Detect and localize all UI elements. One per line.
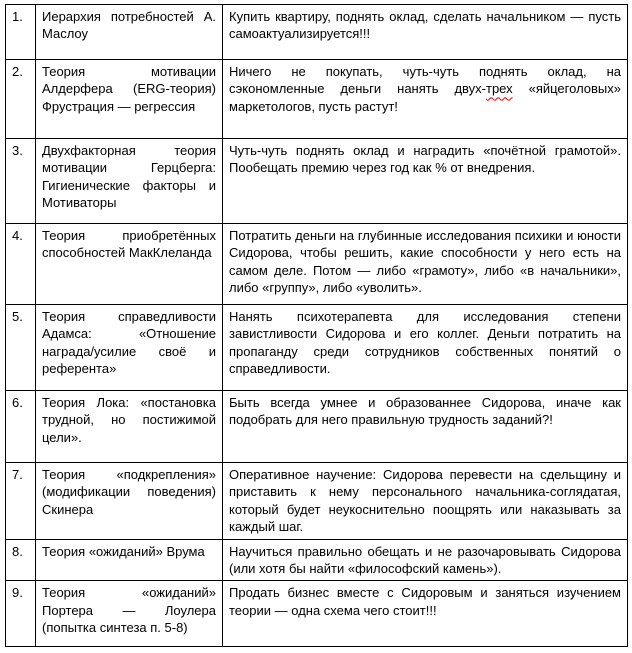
action-cell: Нанять психотерапевта для исследования степени завистливости Сидорова и его коллег. Деньги потратить на пропаганду среди сотрудников собственных понятий о справедливости.: [223, 305, 628, 391]
table-row: [6, 581, 628, 647]
theory-name-cell: Двухфакторная теория мотивации Герцберга: Гигиенические факторы и Мотиваторы: [36, 139, 223, 224]
spellcheck-underlined-word: трех: [486, 81, 513, 97]
table-row: [6, 139, 628, 224]
table-row: [6, 463, 628, 540]
action-cell: Научиться правильно обещать и не разочаровывать Сидорова (или хотя бы найти «философский камень»).: [223, 539, 628, 581]
row-number: 1.: [6, 5, 36, 60]
action-text: Ничего не покупать, чуть-чуть поднять оклад, на сэкономленные деньги нанять двух-: [229, 64, 621, 97]
table-row: [6, 539, 628, 581]
theory-name-cell: Теория «ожиданий» Портера — Лоулера (попытка синтеза п. 5-8): [36, 581, 223, 647]
table-row: [6, 305, 628, 391]
action-cell: Потратить деньги на глубинные исследования психики и юности Сидорова, чтобы решить, какие способности у него есть на самом деле. Потом — либо «грамоту», либо «в начальники», либо «группу», либо «уволить».: [223, 224, 628, 305]
table-row: [6, 224, 628, 305]
action-cell: [223, 60, 628, 139]
action-cell: Оперативное научение: Сидорова перевести на сдельщину и приставить к нему персонального начальника-соглядатая, который будет неукоснительно поощрять или наказывать за каждый шаг.: [223, 463, 628, 540]
theory-name-cell: Теория «подкрепления» (модификации поведения) Скинера: [36, 463, 223, 540]
action-cell: Чуть-чуть поднять оклад и наградить «почётной грамотой». Пообещать премию через год как % от внедрения.: [223, 139, 628, 224]
theory-name-cell: Теория справедливости Адамса: «Отношение награда/усилие своё и референта»: [36, 305, 223, 391]
theory-name-cell: Иерархия потребностей А. Маслоу: [36, 5, 223, 60]
theory-name-cell: Теория приобретённых способностей МакКлеланда: [36, 224, 223, 305]
table-row: [6, 391, 628, 463]
row-number: 4.: [6, 224, 36, 305]
theory-name-cell: Теория мотивации Алдерфера (ERG-теория) Фрустрация — регрессия: [36, 60, 223, 139]
row-number: 2.: [6, 60, 36, 139]
table-body: [6, 5, 628, 647]
table-row: [6, 5, 628, 60]
table-row: [6, 60, 628, 139]
action-cell: Купить квартиру, поднять оклад, сделать начальником — пусть самоактуализируется!!!: [223, 5, 628, 60]
row-number: 5.: [6, 305, 36, 391]
action-cell: Продать бизнес вместе с Сидоровым и заняться изучением теории — одна схема чего стоит!!!: [223, 581, 628, 647]
row-number: 7.: [6, 463, 36, 540]
row-number: 9.: [6, 581, 36, 647]
motivation-theories-table: [5, 4, 628, 647]
row-number: 3.: [6, 139, 36, 224]
theory-name-cell: Теория «ожиданий» Врума: [36, 539, 223, 581]
action-text: «яйцеголовых» маркетологов, пусть растут!: [229, 81, 622, 114]
action-cell: Быть всегда умнее и образованнее Сидорова, иначе как подобрать для него правильную трудность заданий?!: [223, 391, 628, 463]
row-number: 8.: [6, 539, 36, 581]
row-number: 6.: [6, 391, 36, 463]
theory-name-cell: Теория Лока: «постановка трудной, но постижимой цели».: [36, 391, 223, 463]
